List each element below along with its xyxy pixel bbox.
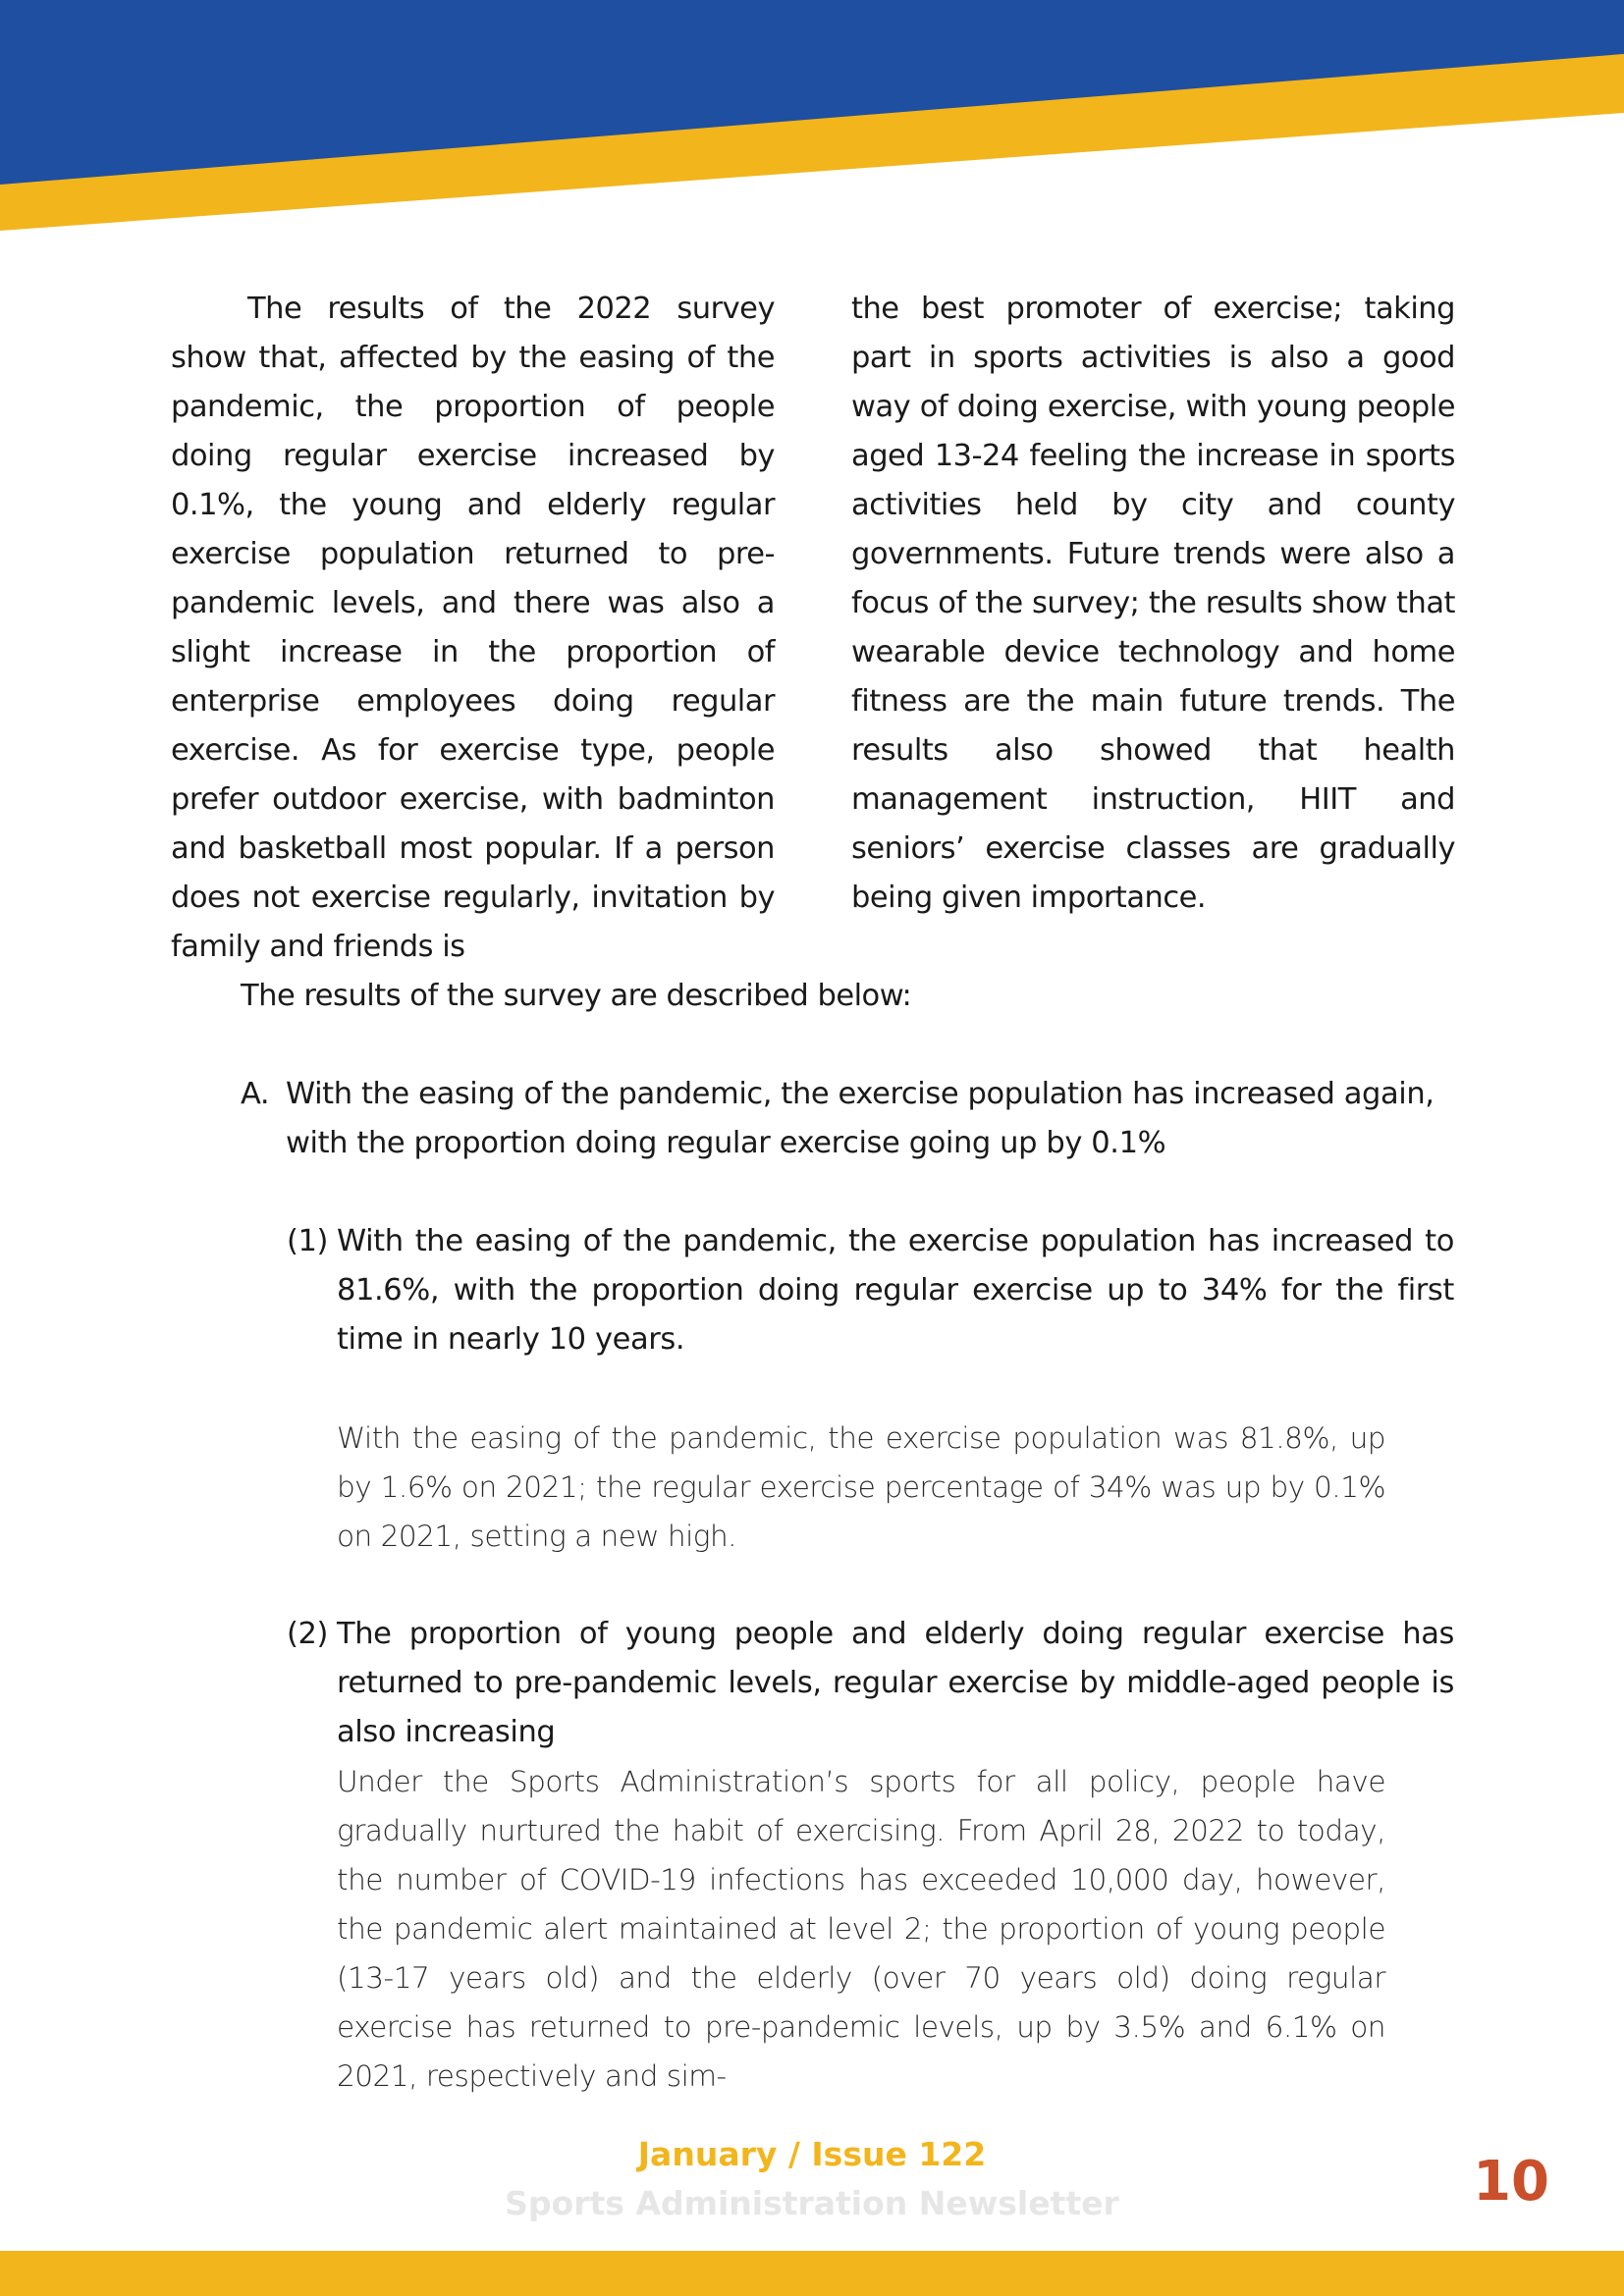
section-a [241,1070,1454,1168]
section-a-heading: With the easing of the pandemic, the exercise population has increased again, with the proportion doing regular exercise going up by 0.1% [286,1077,1435,1160]
header-banner [0,0,1624,236]
footer-issue: January / Issue 122 [637,2135,987,2173]
footer-newsletter-name: Sports Administration Newsletter [505,2184,1119,2222]
footer-bar [0,2251,1624,2296]
subsection-2-body: Under the Sports Administration’s sports for all policy, people have gradually nurtured the habit of exercising. From April 28, 2022 to today, the number of COVID-19 infections has exceeded 10,000 day, however, the pandemic alert maintained at level 2; the proportion of young people (13-17 years old) and the elderly (over 70 years old) doing regular exercise has returned to pre-pandemic levels, up by 3.5% and 6.1% on 2021, respectively and sim- [337,1765,1385,2093]
paragraph-right: the best promoter of exercise; taking part in sports activities is also a good way of doing exercise, with young people aged 13-24 feeling the increase in sports activities held by city and county governments. Future trends were also a focus of the survey; the results show that wearable device technology and home fitness are the main future trends. The results also showed that health management instruction, HIIT and seniors’ exercise classes are gradually being given importance. [851,292,1455,915]
subsection-1-heading: With the easing of the pandemic, the exercise population has increased to 81.6%, with the proportion doing regular exercise up to 34% for the first time in nearly 10 years. [337,1224,1454,1357]
subsection-1-marker: (1) [287,1224,329,1258]
intro-column-right [851,285,1455,923]
subsection-2 [287,1610,1454,1757]
subsection-2-marker: (2) [287,1617,329,1651]
results-intro: The results of the survey are described below: [241,979,912,1013]
subsection-1 [287,1217,1454,1364]
page-number: 10 [1473,2150,1549,2214]
section-a-marker: A. [241,1077,270,1111]
subsection-1-body: With the easing of the pandemic, the exercise population was 81.8%, up by 1.6% on 2021; the regular exercise percentage of 34% was up by 0.1% on 2021, setting a new high. [337,1421,1385,1553]
paragraph-left: The results of the 2022 survey show that, affected by the easing of the pandemic, the proportion of people doing regular exercise increased by 0.1%, the young and elderly regular exercise population returned to pre-pandemic levels, and there was also a slight increase in the proportion of enterprise employees doing regular exercise. As for exercise type, people prefer outdoor exercise, with badminton and basketball most popular. If a person does not exercise regularly, invitation by family and friends is [171,292,775,964]
intro-column-left [171,285,775,972]
subsection-2-heading: The proportion of young people and elderly doing regular exercise has returned to pre-pandemic levels, regular exercise by middle-aged people is also increasing [337,1617,1454,1749]
